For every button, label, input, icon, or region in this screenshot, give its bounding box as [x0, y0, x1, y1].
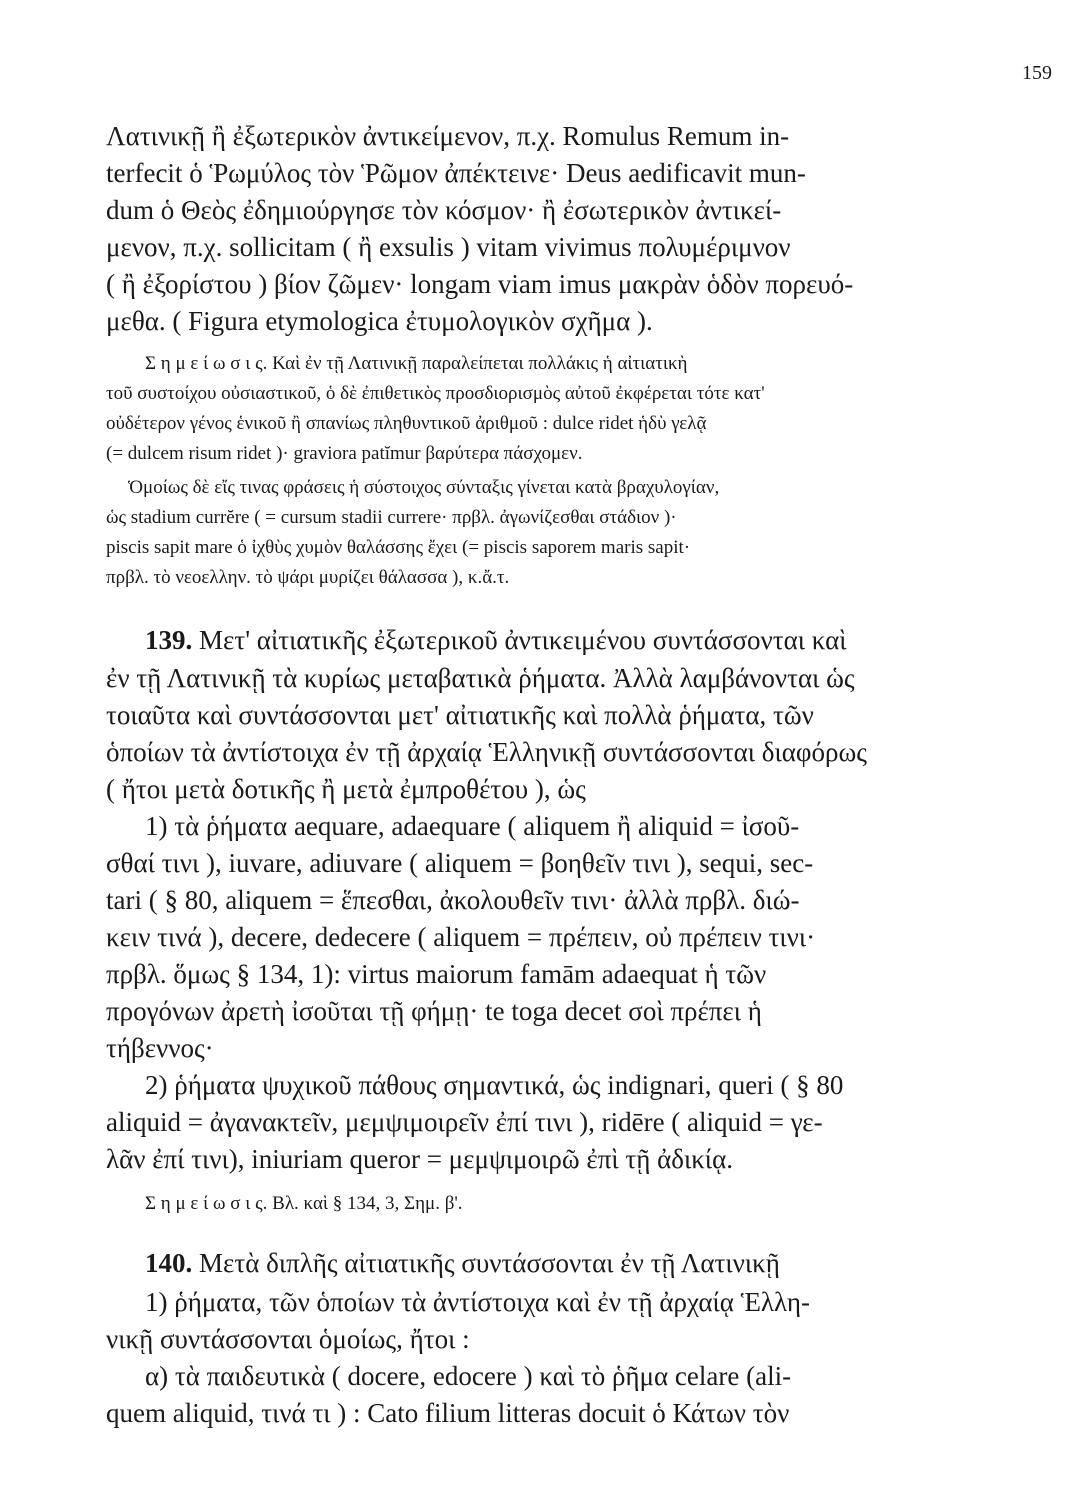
section-number: 139. [145, 625, 193, 655]
body-line: μενον, π.χ. sollicitam ( ἢ exsulis ) vitam vivimus πολυμέριμνον [106, 232, 791, 262]
body-line: λᾶν ἐπί τινι), iniuriam queror = μεμψιμοιρῶ ἐπὶ τῇ ἀδικίᾳ. [106, 1144, 733, 1174]
note-line: piscis sapit mare ὁ ἰχθὺς χυμὸν θαλάσσης ἔχει (= piscis saporem maris sapit· [106, 537, 691, 558]
note-line: (= dulcem risum ridet )· graviora patĭmur βαρύτερα πάσχομεν. [106, 443, 583, 464]
note-line: τοῦ συστοίχου οὐσιαστικοῦ, ὁ δὲ ἐπιθετικὸς προσδιορισμὸς αὐτοῦ ἐκφέρεται τότε κατ' [106, 383, 765, 404]
section-text: Μετὰ διπλῆς αἰτιατικῆς συντάσσονται ἐν τῇ Λατινικῇ [199, 1248, 780, 1278]
body-line: ὁποίων τὰ ἀντίστοιχα ἐν τῇ ἀρχαίᾳ Ἑλληνικῇ συντάσσονται διαφόρως [106, 737, 867, 767]
note-line: Σ η μ ε ί ω σ ι ς. Καὶ ἐν τῇ Λατινικῇ παραλείπεται πολλάκις ἡ αἰτιατικὴ [145, 353, 688, 374]
body-line: tari ( § 80, aliquem = ἕπεσθαι, ἀκολουθεῖν τινι· ἀλλὰ πρβλ. διώ- [106, 885, 800, 915]
note-line: Σ η μ ε ί ω σ ι ς. Βλ. καὶ § 134, 3, Σημ. β'. [145, 1193, 463, 1214]
body-line: aliquid = ἀγανακτεῖν, μεμψιμοιρεῖν ἐπί τινι ), ridēre ( aliquid = γε- [106, 1107, 823, 1137]
section-number: 140. [145, 1248, 193, 1278]
body-line: προγόνων ἀρετὴ ἰσοῦται τῇ φήμῃ· te toga decet σοὶ πρέπει ἡ [106, 996, 762, 1026]
body-line: quem aliquid, τινά τι ) : Cato filium litteras docuit ὁ Κάτων τὸν [106, 1398, 790, 1428]
body-line: μεθα. ( Figura etymologica ἐτυμολογικὸν σχῆμα ). [106, 306, 653, 336]
body-line: τήβεννος· [106, 1033, 214, 1063]
section-140-heading-line [145, 1245, 926, 1281]
body-line: ( ἤτοι μετὰ δοτικῆς ἢ μετὰ ἐμπροθέτου ), ὡς [106, 774, 586, 804]
body-line: dum ὁ Θεὸς ἐδημιούργησε τὸν κόσμον· ἢ ἐσωτερικὸν ἀντικεί- [106, 195, 782, 225]
body-line: σθαί τινι ), iuvare, adiuvare ( aliquem = βοηθεῖν τινι ), sequi, sec- [106, 848, 814, 878]
body-line: νικῇ συντάσσονται ὁμοίως, ἤτοι : [106, 1324, 470, 1354]
body-line: τοιαῦτα καὶ συντάσσονται μετ' αἰτιατικῆς καὶ πολλὰ ῥήματα, τῶν [106, 700, 814, 730]
body-line: terfecit ὁ Ῥωμύλος τὸν Ῥῶμον ἀπέκτεινε· Deus aedificavit mun- [106, 158, 806, 188]
body-line: ( ἢ ἐξορίστου ) βίον ζῶμεν· longam viam imus μακρὰν ὁδὸν πορευό- [106, 269, 854, 299]
body-line: πρβλ. ὅμως § 134, 1): virtus maiorum famām adaequat ἡ τῶν [106, 959, 767, 989]
section-139-heading-line [145, 622, 926, 658]
body-line: ἐν τῇ Λατινικῇ τὰ κυρίως μεταβατικὰ ῥήματα. Ἀλλὰ λαμβάνονται ὡς [106, 663, 855, 693]
note-line: πρβλ. τὸ νεοελλην. τὸ ψάρι μυρίζει θάλασσα ), κ.ἄ.τ. [106, 567, 510, 588]
note-line: ὡς stadium currĕre ( = cursum stadii currere· πρβλ. ἀγωνίζεσθαι στάδιον )· [106, 507, 677, 528]
body-line: Λατινικῇ ἢ ἐξωτερικὸν ἀντικείμενον, π.χ. Romulus Remum in- [106, 121, 790, 151]
section-text: Μετ' αἰτιατικῆς ἐξωτερικοῦ ἀντικειμένου συντάσσονται καὶ [199, 625, 847, 655]
list-item-line: 2) ῥήματα ψυχικοῦ πάθους σημαντικά, ὡς indignari, queri ( § 80 [145, 1070, 844, 1100]
page-number: 159 [1022, 62, 1052, 84]
note-line: οὐδέτερον γένος ἑνικοῦ ἢ σπανίως πληθυντικοῦ ἀριθμοῦ : dulce ridet ἡδὺ γελᾷ [106, 413, 707, 434]
body-line: κειν τινά ), decere, dedecere ( aliquem = πρέπειν, οὐ πρέπειν τινι· [106, 922, 816, 952]
list-item-line: α) τὰ παιδευτικὰ ( docere, edocere ) καὶ τὸ ῥῆμα celare (ali- [145, 1361, 792, 1391]
list-item-line: 1) τὰ ῥήματα aequare, adaequare ( aliquem ἢ aliquid = ἰσοῦ- [145, 811, 800, 841]
note-line: Ὁμοίως δὲ εἴς τινας φράσεις ἡ σύστοιχος σύνταξις γίνεται κατὰ βραχυλογίαν, [128, 477, 720, 498]
list-item-line: 1) ῥήματα, τῶν ὁποίων τὰ ἀντίστοιχα καὶ ἐν τῇ ἀρχαίᾳ Ἑλλη- [145, 1287, 810, 1317]
